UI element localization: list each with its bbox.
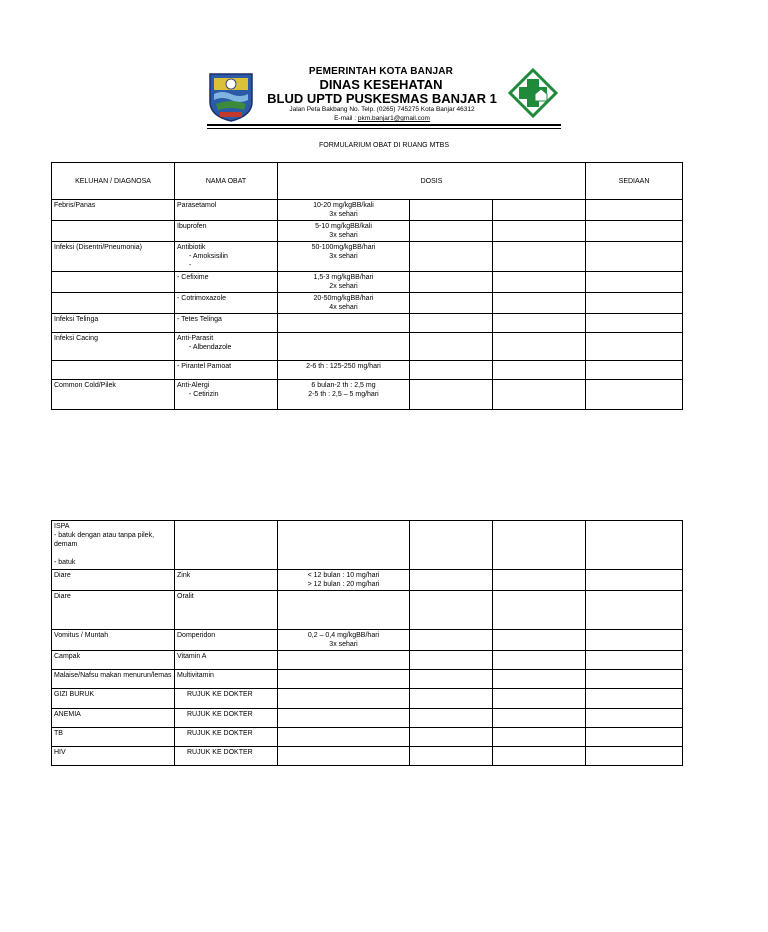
obat-cell: Vitamin A: [175, 651, 278, 670]
table-row: [52, 521, 683, 570]
diagnosa-line: ISPA: [54, 523, 70, 530]
institution-name: BLUD UPTD PUSKESMAS BANJAR 1: [267, 91, 497, 106]
empty-cell: [493, 728, 586, 747]
table-row: [52, 221, 683, 242]
obat-cell: RUJUK KE DOKTER: [175, 689, 278, 709]
diagnosa-cell: Vomitus / Muntah: [52, 630, 175, 651]
header-nama-obat: NAMA OBAT: [175, 163, 278, 200]
table-row: [52, 747, 683, 766]
obat-cell: Parasetamol: [175, 200, 278, 221]
empty-cell: [410, 293, 493, 314]
dosis-line: 10-20 mg/kgBB/kali: [313, 202, 374, 209]
empty-cell: [410, 521, 493, 570]
dosis-cell: [278, 591, 410, 630]
empty-cell: [410, 242, 493, 272]
table-row: [52, 651, 683, 670]
empty-cell: [493, 242, 586, 272]
empty-cell: [493, 521, 586, 570]
dosis-line: 2-5 th : 2,5 – 5 mg/hari: [308, 391, 379, 398]
diagnosa-cell: [52, 272, 175, 293]
dosis-cell: [278, 221, 410, 242]
sediaan-cell: [586, 314, 683, 333]
obat-cell: - Cefixime: [175, 272, 278, 293]
obat-line: - Cetirizin: [189, 391, 219, 398]
empty-cell: [493, 651, 586, 670]
table-row: [52, 630, 683, 651]
diagnosa-cell: [52, 361, 175, 380]
obat-cell: [175, 333, 278, 361]
table-row: [52, 591, 683, 630]
obat-cell: RUJUK KE DOKTER: [175, 747, 278, 766]
dosis-cell: [278, 630, 410, 651]
sediaan-cell: [586, 747, 683, 766]
obat-cell: Ibuprofen: [175, 221, 278, 242]
sediaan-cell: [586, 521, 683, 570]
table-row: [52, 728, 683, 747]
diagnosa-cell: TB: [52, 728, 175, 747]
sediaan-cell: [586, 200, 683, 221]
empty-cell: [410, 314, 493, 333]
obat-line: Anti-Alergi: [177, 382, 210, 389]
table-header-row: [52, 163, 683, 200]
dosis-line: 5-10 mg/kgBB/kali: [315, 223, 372, 230]
obat-cell: - Cotrimoxazole: [175, 293, 278, 314]
dosis-cell: [278, 670, 410, 689]
obat-line: Anti-Parasit: [177, 335, 214, 342]
empty-cell: [410, 361, 493, 380]
obat-cell: Multivitamin: [175, 670, 278, 689]
empty-cell: [493, 293, 586, 314]
header-sediaan: SEDIAAN: [586, 163, 683, 200]
email-link[interactable]: pkm.banjar1@gmail.com: [357, 115, 430, 122]
sediaan-cell: [586, 272, 683, 293]
city-emblem-icon: [206, 68, 256, 122]
sediaan-cell: [586, 709, 683, 728]
obat-line: - Albendazole: [189, 344, 232, 351]
empty-cell: [410, 333, 493, 361]
dosis-line: 50-100mg/kgBB/hari: [311, 244, 376, 251]
diagnosa-cell: [52, 293, 175, 314]
dosis-line: 6 bulan-2 th : 2,5 mg: [311, 382, 376, 389]
diagnosa-cell: Febris/Panas: [52, 200, 175, 221]
sediaan-cell: [586, 591, 683, 630]
sediaan-cell: [586, 570, 683, 591]
empty-cell: [410, 591, 493, 630]
sediaan-cell: [586, 242, 683, 272]
dosis-line: 2x sehari: [329, 283, 358, 290]
empty-cell: [493, 272, 586, 293]
sediaan-cell: [586, 361, 683, 380]
dosis-line: 3x sehari: [329, 211, 358, 218]
sediaan-cell: [586, 630, 683, 651]
empty-cell: [410, 689, 493, 709]
empty-cell: [493, 314, 586, 333]
table-row: [52, 314, 683, 333]
diagnosa-cell: [52, 221, 175, 242]
table-row: [52, 333, 683, 361]
dosis-cell: 2-6 th : 125-250 mg/hari: [278, 361, 410, 380]
diagnosa-cell: Campak: [52, 651, 175, 670]
dosis-line: 20-50mg/kgBB/hari: [313, 295, 374, 302]
dosis-line: < 12 bulan : 10 mg/hari: [307, 572, 380, 579]
empty-cell: [410, 570, 493, 591]
diagnosa-cell: ANEMIA: [52, 709, 175, 728]
sediaan-cell: [586, 221, 683, 242]
empty-cell: [410, 651, 493, 670]
dosis-cell: [278, 709, 410, 728]
sediaan-cell: [586, 380, 683, 410]
obat-line: Antibiotik: [177, 244, 206, 251]
table-row: [52, 361, 683, 380]
dosis-cell: [278, 242, 410, 272]
empty-cell: [410, 200, 493, 221]
table-row: [52, 570, 683, 591]
header-rule-thick: [207, 124, 561, 126]
empty-cell: [410, 221, 493, 242]
obat-cell: [175, 242, 278, 272]
dosis-cell: [278, 570, 410, 591]
diagnosa-cell: Diare: [52, 591, 175, 630]
sediaan-cell: [586, 670, 683, 689]
empty-cell: [493, 333, 586, 361]
diagnosa-cell: HIV: [52, 747, 175, 766]
dosis-cell: [278, 651, 410, 670]
table-row: [52, 272, 683, 293]
obat-cell: RUJUK KE DOKTER: [175, 709, 278, 728]
diagnosa-cell: Infeksi Cacing: [52, 333, 175, 361]
sediaan-cell: [586, 651, 683, 670]
sediaan-cell: [586, 728, 683, 747]
puskesmas-cross-icon: [508, 68, 558, 118]
dosis-line: 0,2 – 0,4 mg/kgBB/hari: [307, 632, 380, 639]
formulary-table-2: [51, 520, 683, 766]
empty-cell: [493, 380, 586, 410]
dosis-line: > 12 bulan : 20 mg/hari: [307, 581, 380, 588]
diagnosa-line: - batuk dengan atau tanpa pilek, demam: [54, 532, 155, 548]
dosis-cell: [278, 314, 410, 333]
table-row: [52, 380, 683, 410]
dosis-cell: [278, 747, 410, 766]
obat-cell: Zink: [175, 570, 278, 591]
formulary-table-1: [51, 162, 683, 410]
dosis-line: 3x sehari: [329, 253, 358, 260]
empty-cell: [493, 221, 586, 242]
header-dosis: DOSIS: [278, 163, 586, 200]
obat-line: - Amoksisilin: [189, 253, 228, 260]
dosis-line: 3x sehari: [329, 232, 358, 239]
diagnosa-cell: Infeksi Telinga: [52, 314, 175, 333]
obat-cell: Domperidon: [175, 630, 278, 651]
document-title: FORMULARIUM OBAT DI RUANG MTBS: [318, 142, 450, 149]
table-row: [52, 689, 683, 709]
table-row: [52, 242, 683, 272]
empty-cell: [493, 709, 586, 728]
dosis-cell: [278, 200, 410, 221]
dosis-cell: [278, 293, 410, 314]
empty-cell: [493, 689, 586, 709]
diagnosa-cell: GIZI BURUK: [52, 689, 175, 709]
dosis-line: 4x sehari: [329, 304, 358, 311]
empty-cell: [493, 361, 586, 380]
empty-cell: [493, 570, 586, 591]
empty-cell: [410, 728, 493, 747]
header-rule-thin: [207, 128, 561, 129]
empty-cell: [493, 747, 586, 766]
empty-cell: [493, 630, 586, 651]
letterhead: [0, 0, 768, 140]
dosis-cell: [278, 521, 410, 570]
obat-cell: [175, 521, 278, 570]
diagnosa-cell: Infeksi (Disentri/Pneumonia): [52, 242, 175, 272]
diagnosa-cell: [52, 521, 175, 570]
diagnosa-cell: Diare: [52, 570, 175, 591]
sediaan-cell: [586, 333, 683, 361]
header-diagnosa: KELUHAN / DIAGNOSA: [52, 163, 175, 200]
obat-cell: RUJUK KE DOKTER: [175, 728, 278, 747]
dosis-cell: [278, 728, 410, 747]
diagnosa-cell: Common Cold/Pilek: [52, 380, 175, 410]
table-row: [52, 293, 683, 314]
government-name: PEMERINTAH KOTA BANJAR: [308, 66, 454, 77]
dosis-line: 3x sehari: [329, 641, 358, 648]
diagnosa-line: - batuk: [54, 559, 76, 566]
empty-cell: [493, 591, 586, 630]
obat-cell: - Tetes Telinga: [175, 314, 278, 333]
dosis-cell: [278, 272, 410, 293]
table-row: [52, 200, 683, 221]
sediaan-cell: [586, 293, 683, 314]
obat-line: -: [189, 262, 192, 269]
empty-cell: [493, 670, 586, 689]
empty-cell: [410, 670, 493, 689]
table-row: [52, 670, 683, 689]
empty-cell: [410, 747, 493, 766]
obat-cell: [175, 380, 278, 410]
address: Jalan Peta Bakbang No. Telp. (0265) 745275 Kota Banjar 46312: [289, 106, 475, 113]
sediaan-cell: [586, 689, 683, 709]
dosis-cell: [278, 689, 410, 709]
email-line: [262, 115, 502, 122]
department-name: DINAS KESEHATAN: [319, 77, 443, 92]
empty-cell: [493, 200, 586, 221]
empty-cell: [410, 709, 493, 728]
empty-cell: [410, 630, 493, 651]
email-label: E-mail :: [334, 115, 358, 122]
dosis-cell: [278, 333, 410, 361]
obat-cell: - Pirantel Pamoat: [175, 361, 278, 380]
diagnosa-cell: Malaise/Nafsu makan menurun/lemas: [52, 670, 175, 689]
table-row: [52, 709, 683, 728]
empty-cell: [410, 272, 493, 293]
dosis-line: 1,5-3 mg/kgBB/hari: [313, 274, 374, 281]
empty-cell: [410, 380, 493, 410]
dosis-cell: [278, 380, 410, 410]
obat-cell: Oralit: [175, 591, 278, 630]
